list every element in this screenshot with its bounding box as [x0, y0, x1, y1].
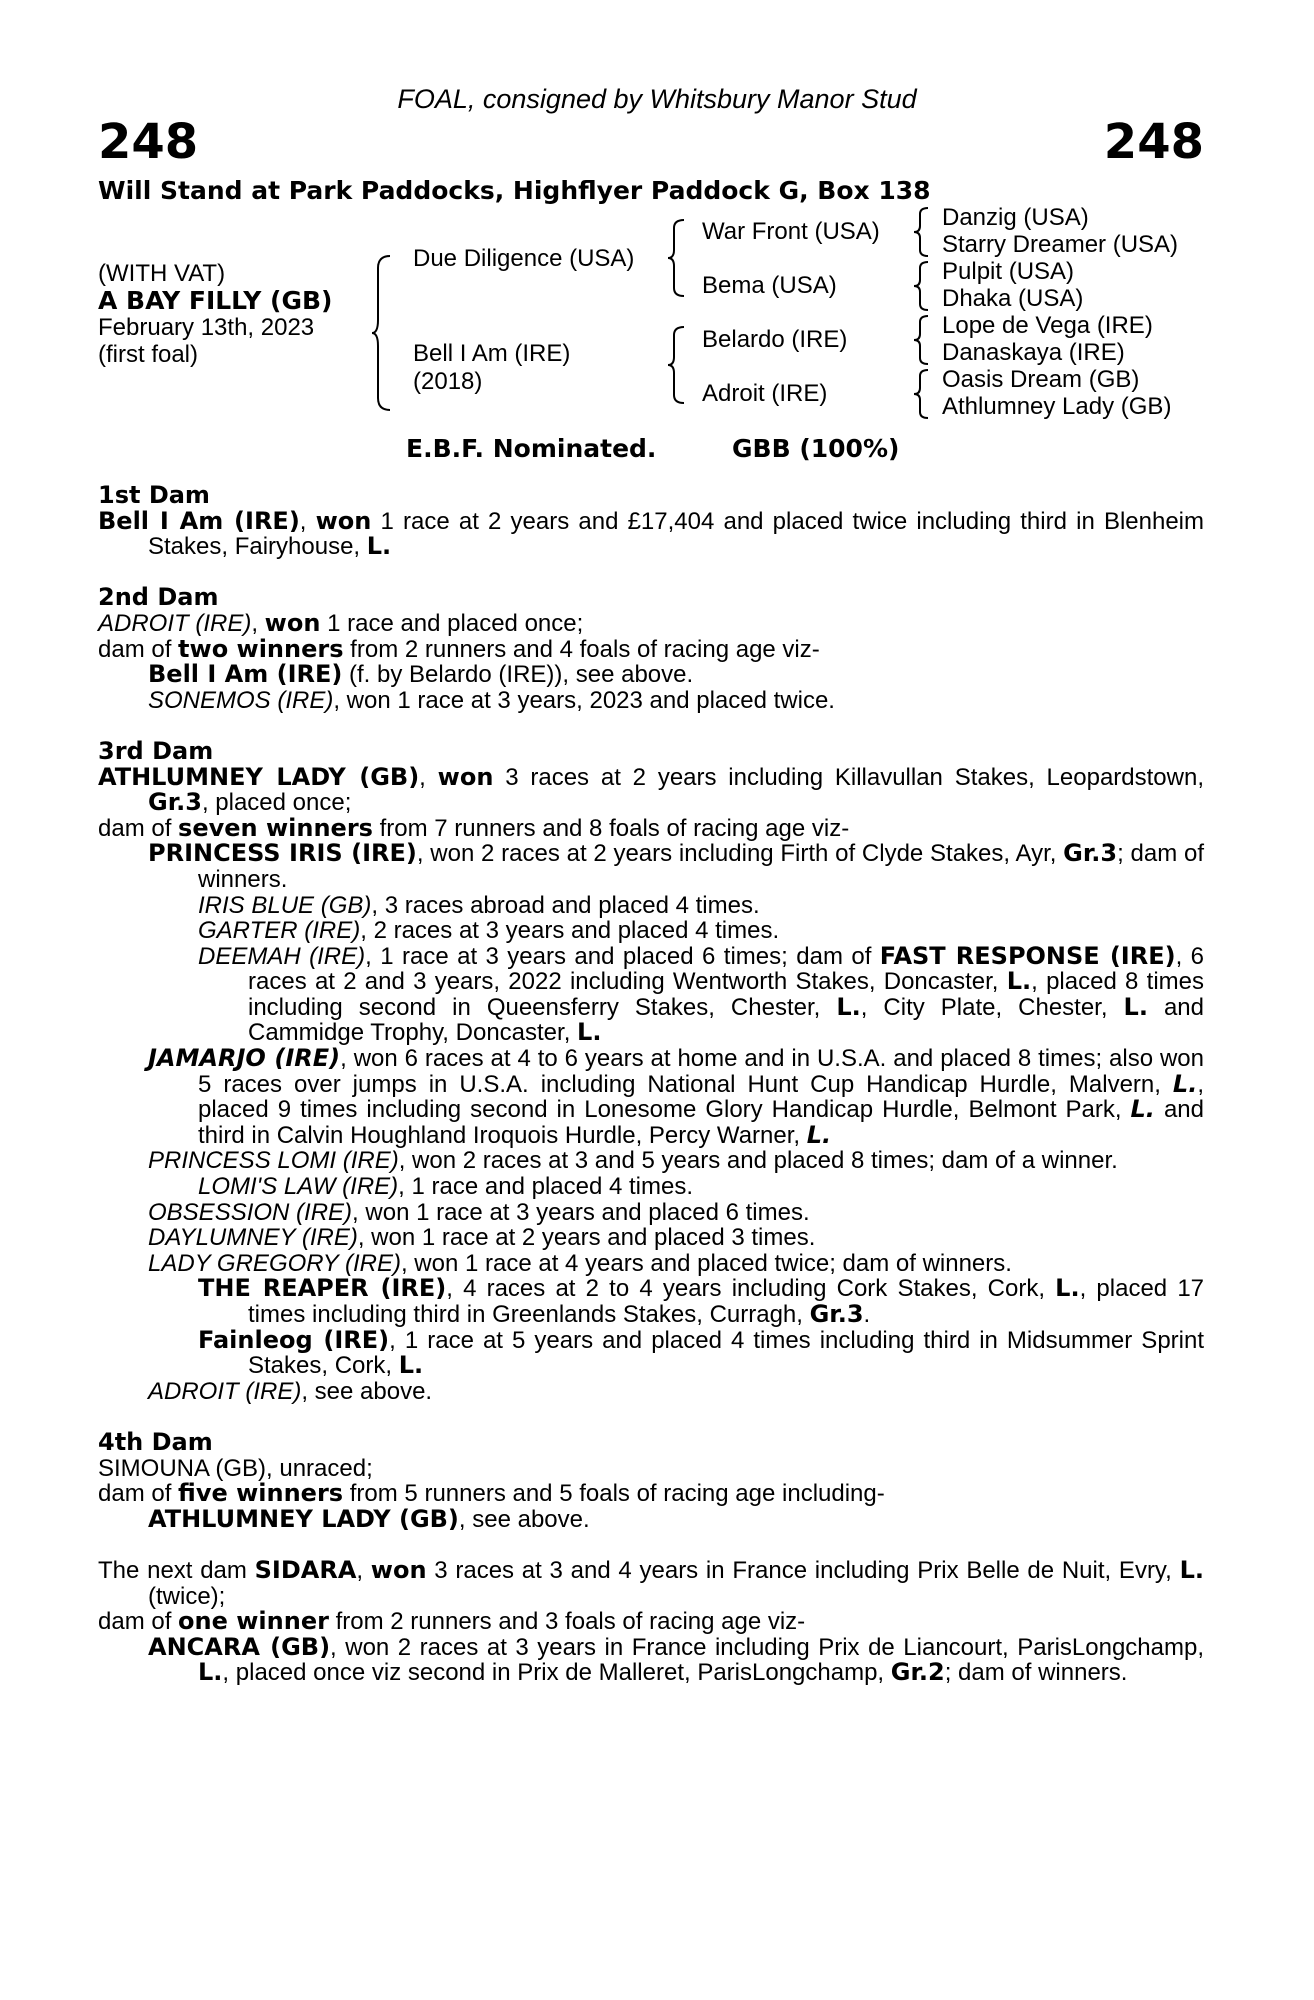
text-run: The next dam [98, 1556, 255, 1584]
text-run: from 2 runners and 4 foals of racing age viz- [343, 635, 820, 663]
pedigree-brace-g4 [912, 368, 932, 420]
text-run: dam of [98, 1480, 179, 1508]
catalogue-paragraph [98, 813, 1204, 842]
text-run: L. [1179, 1555, 1204, 1584]
text-run: SIMOUNA (GB), unraced; [98, 1454, 373, 1482]
catalogue-paragraph [98, 1251, 1204, 1277]
catalogue-paragraph [98, 1481, 1204, 1507]
text-run: LADY GREGORY (IRE) [148, 1249, 401, 1277]
text-run: DEEMAH (IRE) [198, 942, 366, 970]
text-run: , won 2 races at 3 years in France including Prix de Liancourt, ParisLongchamp, [330, 1633, 1204, 1661]
pedigree-gg-1: Danzig (USA) [942, 204, 1089, 231]
text-run: Bell I Am (IRE) [148, 660, 343, 689]
pedigree-gg-3: Pulpit (USA) [942, 258, 1075, 285]
text-run: from 5 runners and 5 foals of racing age including- [343, 1480, 885, 1508]
text-run: Gr.3 [1063, 839, 1118, 868]
catalogue-paragraph [98, 1456, 1204, 1482]
pedigree-sire-dam: Bema (USA) [702, 272, 837, 299]
catalogue-paragraph [98, 841, 1204, 892]
lot-number-right: 248 [1103, 114, 1204, 170]
text-run: won [370, 1555, 427, 1584]
catalogue-paragraph [98, 736, 1204, 765]
catalogue-paragraph [98, 1276, 1204, 1327]
catalogue-paragraph [98, 1200, 1204, 1226]
pedigree-sire-sire: War Front (USA) [702, 218, 880, 245]
catalogue-paragraph [98, 634, 1204, 663]
text-run: ; dam of winners. [198, 840, 1204, 893]
text-run: , [419, 763, 438, 791]
text-run: and third in Calvin Houghland Iroquois Hurdle, Percy Warner, [198, 1096, 1204, 1149]
pedigree-dam-year: (2018) [413, 368, 483, 395]
catalogue-paragraph [98, 1379, 1204, 1405]
catalogue-paragraph [98, 918, 1204, 944]
text-run: (twice); [148, 1582, 226, 1610]
text-run: Gr.2 [890, 1658, 945, 1687]
pedigree-sire: Due Diligence (USA) [413, 245, 635, 272]
pedigree-gg-7: Oasis Dream (GB) [942, 366, 1140, 393]
text-run: LOMI'S LAW (IRE) [198, 1173, 399, 1201]
vat-note: (WITH VAT) [98, 260, 226, 287]
text-run: , 1 race at 5 years and placed 4 times including third in Midsummer Sprint Stakes, Cork, [248, 1326, 1205, 1380]
text-run: 1 race at 2 years and £17,404 and placed twice including third in Blenheim Stakes, Fairyhouse, [148, 507, 1204, 561]
catalogue-paragraph [98, 662, 1204, 688]
text-run: 1 race and placed once; [320, 609, 584, 637]
dam-heading: 3rd Dam [98, 736, 214, 765]
text-run: L. [806, 1120, 832, 1149]
text-run: dam of [98, 814, 179, 842]
text-run: , 1 race and placed 4 times. [398, 1173, 694, 1201]
catalogue-paragraph [98, 608, 1204, 637]
catalogue-paragraph [98, 1225, 1204, 1251]
catalogue-paragraph [98, 1504, 1204, 1533]
text-run: from 2 runners and 3 foals of racing age viz- [328, 1608, 806, 1636]
text-run: L. [1172, 1069, 1198, 1098]
foal-note: (first foal) [98, 341, 199, 368]
text-run: , 6 races at 2 and 3 years, 2022 including Wentworth Stakes, Doncaster, [248, 942, 1205, 996]
pedigree-dam: Bell I Am (IRE) [413, 340, 571, 367]
text-run: , 4 races at 2 to 4 years including Cork Stakes, Cork, [446, 1275, 1056, 1303]
catalogue-paragraph [98, 893, 1204, 919]
text-run: won [315, 506, 372, 535]
dam-heading: 2nd Dam [98, 583, 219, 612]
text-run: GARTER (IRE) [198, 917, 361, 945]
pedigree-brace-main [370, 254, 394, 412]
dam-heading: 1st Dam [98, 481, 210, 509]
text-run: 3 races at 3 and 4 years in France including Prix Belle de Nuit, Evry, [426, 1556, 1180, 1584]
text-run: JAMARJO (IRE) [148, 1044, 341, 1073]
stand-info: Will Stand at Park Paddocks, Highflyer Paddock G, Box 138 [98, 176, 931, 205]
lot-number-left: 248 [98, 114, 199, 170]
text-run: , won 1 race at 4 years and placed twice; dam of winners. [400, 1249, 1012, 1277]
text-run: ATHLUMNEY LADY (GB) [148, 1504, 459, 1533]
text-run: SIDARA [254, 1555, 357, 1584]
text-run: , see above. [458, 1505, 590, 1533]
catalogue-paragraph [98, 1174, 1204, 1200]
text-run: , won 2 races at 3 and 5 years and placed 8 times; dam of a winner. [398, 1147, 1118, 1175]
catalogue-text [98, 483, 1204, 1686]
text-run: won [437, 762, 494, 791]
text-run: two winners [178, 634, 344, 663]
text-run: , [299, 507, 316, 535]
pedigree-gg-2: Starry Dreamer (USA) [942, 231, 1179, 258]
text-run: Gr.3 [148, 788, 202, 817]
catalogue-paragraph [98, 585, 1204, 611]
text-run: L. [577, 1018, 602, 1047]
text-run: ; dam of winners. [944, 1659, 1128, 1687]
catalogue-paragraph [98, 1148, 1204, 1174]
text-run: , placed 9 times including second in Lonesome Glory Handicap Hurdle, Belmont Park, [198, 1070, 1204, 1124]
pedigree-gg-6: Danaskaya (IRE) [942, 339, 1125, 366]
text-run: , 2 races at 3 years and placed 4 times. [360, 917, 780, 945]
text-run: , [356, 1556, 371, 1584]
text-run: DAYLUMNEY (IRE) [148, 1224, 358, 1252]
catalogue-paragraph [98, 1427, 1204, 1456]
catalogue-paragraph [98, 1325, 1205, 1380]
text-run: PRINCESS IRIS (IRE) [148, 839, 417, 868]
catalogue-paragraph [98, 688, 1204, 714]
pedigree-gg-4: Dhaka (USA) [942, 285, 1084, 312]
text-run: , placed once; [201, 789, 352, 817]
text-run: FAST RESPONSE (IRE) [879, 941, 1176, 970]
catalogue-paragraph [98, 483, 1204, 509]
pedigree-brace-dam [666, 325, 688, 405]
catalogue-paragraph [98, 941, 1205, 1047]
text-run: Fainleog (IRE) [198, 1325, 390, 1354]
text-run: L. [366, 532, 392, 561]
catalogue-paragraph [98, 506, 1204, 561]
text-run: L. [1130, 1095, 1155, 1124]
text-run: IRIS BLUE (GB) [198, 891, 372, 919]
text-run: . [863, 1301, 871, 1328]
pedigree-brace-g2 [912, 260, 932, 312]
pedigree-gg-5: Lope de Vega (IRE) [942, 312, 1153, 339]
text-run: PRINCESS LOMI (IRE) [148, 1147, 399, 1175]
text-run: , 3 races abroad and placed 4 times. [371, 891, 760, 919]
text-run: L. [836, 992, 861, 1021]
text-run: L. [1123, 992, 1148, 1021]
paragraph-gap [98, 1404, 1204, 1430]
text-run: ATHLUMNEY LADY (GB) [98, 762, 420, 791]
text-run: ADROIT (IRE) [148, 1377, 302, 1405]
catalogue-paragraph [98, 762, 1204, 817]
text-run: five winners [178, 1479, 344, 1508]
text-run: L. [398, 1351, 424, 1380]
text-run: , placed 17 times including third in Greenlands Stakes, Curragh, [248, 1275, 1205, 1328]
text-run: L. [1006, 967, 1032, 996]
catalogue-paragraph [98, 1609, 1204, 1635]
text-run: dam of [98, 1608, 179, 1636]
text-run: THE REAPER (IRE) [198, 1274, 447, 1303]
text-run: , 1 race at 3 years and placed 6 times; dam of [365, 942, 880, 970]
catalogue-paragraph [98, 1632, 1204, 1687]
pedigree-dam-dam: Adroit (IRE) [702, 380, 828, 407]
text-run: ADROIT (IRE) [98, 609, 252, 637]
text-run: , City Plate, Chester, [860, 993, 1124, 1021]
text-run: , won 1 race at 3 years and placed 6 times. [352, 1198, 810, 1226]
text-run: Bell I Am (IRE) [98, 506, 300, 535]
paragraph-gap [98, 1532, 1204, 1558]
pedigree-gg-8: Athlumney Lady (GB) [942, 393, 1172, 420]
text-run: , won 6 races at 4 to 6 years at home and in U.S.A. and placed 8 times; also won 5 races over jumps in U.S.A. including National Hunt Cup Handicap Hurdle, Malvern, [198, 1045, 1204, 1098]
foaling-date: February 13th, 2023 [98, 314, 315, 341]
text-run: L. [1055, 1274, 1080, 1303]
text-run: won [264, 608, 321, 637]
text-run: from 7 runners and 8 foals of racing age viz- [372, 814, 850, 842]
paragraph-gap [98, 560, 1204, 586]
pedigree-brace-g3 [912, 314, 932, 366]
text-run: 3 races at 2 years including Killavullan Stakes, Leopardstown, [493, 763, 1204, 791]
text-run: SONEMOS (IRE) [148, 686, 334, 714]
gbb-badge: GBB (100%) [732, 434, 900, 463]
pedigree-brace-sire [666, 218, 688, 298]
paragraph-gap [98, 713, 1204, 739]
catalogue-paragraph [98, 1046, 1204, 1148]
text-run: dam of [98, 635, 179, 663]
text-run: seven winners [178, 813, 373, 842]
text-run: , won 1 race at 3 years, 2023 and placed twice. [333, 686, 835, 714]
text-run: , [251, 609, 265, 637]
text-run: , won 1 race at 2 years and placed 3 times. [357, 1224, 816, 1252]
consignment-line: FOAL, consigned by Whitsbury Manor Stud [397, 84, 917, 114]
horse-name: A BAY FILLY (GB) [98, 286, 333, 315]
text-run: OBSESSION (IRE) [148, 1198, 353, 1226]
text-run: , placed 8 times including second in Queensferry Stakes, Chester, [248, 968, 1204, 1021]
text-run: and Cammidge Trophy, Doncaster, [248, 993, 1205, 1047]
text-run: , see above. [301, 1377, 433, 1405]
catalogue-paragraph [98, 1555, 1204, 1610]
text-run: ANCARA (GB) [148, 1632, 331, 1661]
text-run: , placed once viz second in Prix de Malleret, ParisLongchamp, [222, 1659, 891, 1687]
ebf-nominated: E.B.F. Nominated. [406, 434, 657, 463]
text-run: Gr.3 [809, 1300, 864, 1328]
pedigree-dam-sire: Belardo (IRE) [702, 326, 848, 353]
text-run: L. [198, 1658, 223, 1687]
text-run: (f. by Belardo (IRE)), see above. [342, 661, 694, 689]
text-run: one winner [178, 1607, 329, 1636]
dam-heading: 4th Dam [98, 1427, 213, 1456]
pedigree-brace-g1 [912, 206, 932, 258]
text-run: , won 2 races at 2 years including Firth of Clyde Stakes, Ayr, [416, 840, 1064, 868]
